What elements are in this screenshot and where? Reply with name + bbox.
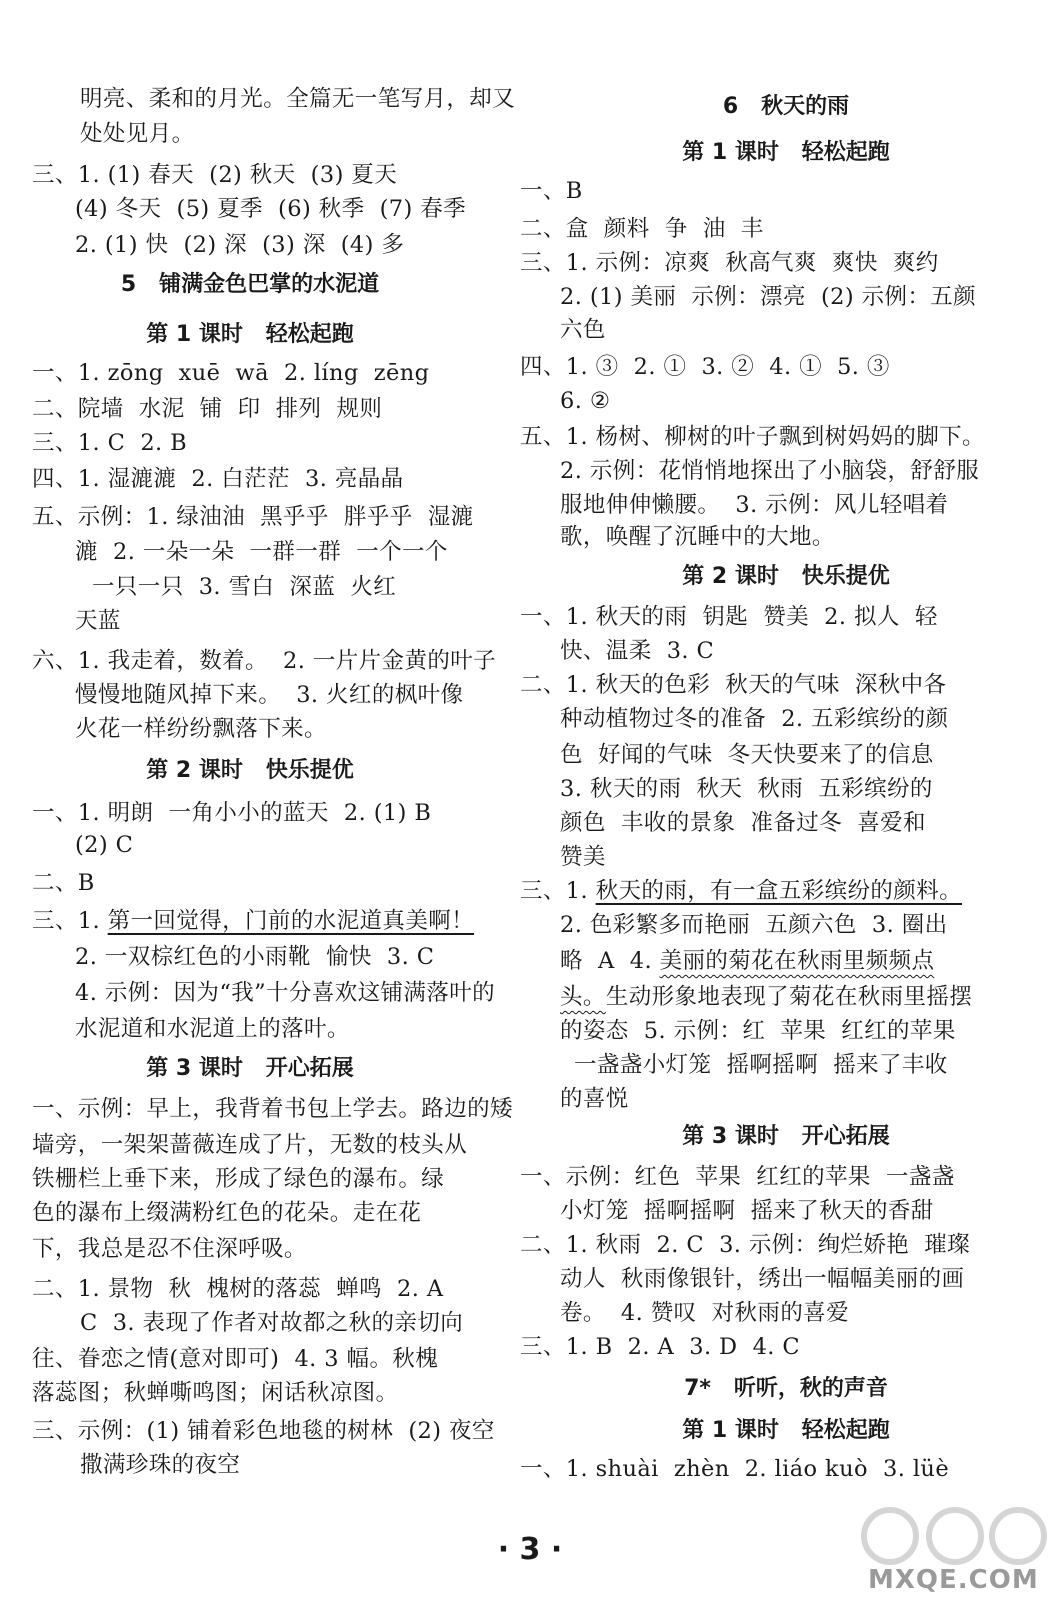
answer-line: 二、1. 秋天的色彩 秋天的气味 深秋中各 — [520, 672, 947, 698]
answer-line: 慢慢地随风掉下来。 3. 火红的枫叶像 — [75, 682, 464, 708]
answer-line: 一只一只 3. 雪白 深蓝 火红 — [92, 574, 397, 600]
answer-line — [520, 874, 962, 908]
answer-line: 一盏盏小灯笼 摇啊摇啊 摇来了丰收 — [574, 1052, 948, 1078]
section-heading: 6 秋天的雨 — [722, 94, 850, 119]
answer-line: 快、温柔 3. C — [560, 638, 715, 664]
answer-line — [560, 944, 934, 978]
section-heading: 第 1 课时 轻松起跑 — [146, 322, 354, 347]
answer-line — [560, 980, 972, 1014]
underlined-answer: 第一回觉得，门前的水泥道真美啊！ — [107, 908, 475, 934]
wavy-underlined-answer: 美丽的菊花在秋雨里频频点 — [659, 948, 935, 974]
section-heading: 7* 听听，秋的声音 — [684, 1376, 888, 1401]
answer-line: 赞美 — [560, 844, 606, 870]
answer-line: 小灯笼 摇啊摇啊 摇来了秋天的香甜 — [560, 1198, 934, 1224]
answer-line: 三、示例：(1) 铺着彩色地毯的树林 (2) 夜空 — [32, 1418, 495, 1444]
answer-line: 四、1. ③ 2. ① 3. ② 4. ① 5. ③ — [520, 354, 890, 380]
section-heading: 第 1 课时 轻松起跑 — [682, 1418, 890, 1443]
section-heading: 第 2 课时 快乐提优 — [682, 564, 890, 589]
answer-line: 墙旁，一架架蔷薇连成了片，无数的枝头从 — [32, 1132, 468, 1158]
answer-line: 的喜悦 — [560, 1086, 629, 1112]
answer-line: C 3. 表现了作者对故都之秋的亲切向 — [80, 1310, 464, 1336]
answer-line: 二、盒 颜料 争 油 丰 — [520, 216, 764, 242]
answer-line: 3. 秋天的雨 秋天 秋雨 五彩缤纷的 — [560, 776, 933, 802]
answer-line: 二、院墙 水泥 铺 印 排列 规则 — [32, 396, 383, 422]
answer-line: 2. 示例：花悄悄地探出了小脑袋，舒舒服 — [560, 458, 980, 484]
answer-line: 四、1. 湿漉漉 2. 白茫茫 3. 亮晶晶 — [32, 466, 404, 492]
watermark-url: MXQE.COM — [868, 1565, 1039, 1595]
answer-line: 颜色 丰收的景象 准备过冬 喜爱和 — [560, 810, 926, 836]
answer-line: 6. ② — [560, 388, 611, 414]
answer-line: 一、1. 秋天的雨 钥匙 赞美 2. 拟人 轻 — [520, 604, 938, 630]
answer-line: 色的瀑布上缀满粉红色的花朵。走在花 — [32, 1200, 422, 1226]
answer-line: 4. 示例：因为“我”十分喜欢这铺满落叶的 — [75, 980, 496, 1006]
section-heading: 第 1 课时 轻松起跑 — [682, 140, 890, 165]
answer-line: 六、1. 我走着，数着。 2. 一片片金黄的叶子 — [32, 648, 497, 674]
answer-line: 歌，唤醒了沉睡中的大地。 — [560, 524, 835, 550]
section-heading: 第 2 课时 快乐提优 — [146, 758, 354, 783]
answer-line: 二、1. 秋雨 2. C 3. 示例：绚烂娇艳 璀璨 — [520, 1232, 971, 1258]
answer-line: 的姿态 5. 示例：红 苹果 红红的苹果 — [560, 1018, 956, 1044]
answer-line: 明亮、柔和的月光。全篇无一笔写月，却又 — [80, 86, 516, 112]
answer-line: 下，我总是忍不住深呼吸。 — [32, 1236, 307, 1262]
answer-line: 天蓝 — [75, 608, 121, 634]
wavy-underlined-answer: 头。 — [560, 984, 606, 1010]
answer-suffix: 生动形象地表现了菊花在秋雨里摇摆 — [605, 984, 973, 1010]
answer-line: 水泥道和水泥道上的落叶。 — [75, 1016, 350, 1042]
underlined-answer: 秋天的雨，有一盒五彩缤纷的颜料。 — [595, 878, 963, 904]
answer-line: (2) C — [75, 832, 134, 858]
answer-line: 一、示例：红色 苹果 红红的苹果 一盏盏 — [520, 1164, 955, 1190]
answer-line: 铁栅栏上垂下来，形成了绿色的瀑布。绿 — [32, 1166, 445, 1192]
answer-line: 五、1. 杨树、柳树的叶子飘到树妈妈的脚下。 — [520, 424, 985, 450]
answer-line: 漉 2. 一朵一朵 一群一群 一个一个 — [75, 539, 448, 565]
answer-line: 三、1. B 2. A 3. D 4. C — [520, 1334, 801, 1360]
answer-line: 一、1. zōng xuē wā 2. líng zēng — [32, 360, 430, 386]
answer-line: 一、1. 明朗 一角小小的蓝天 2. (1) B — [32, 800, 432, 826]
answer-line: (4) 冬天 (5) 夏季 (6) 秋季 (7) 春季 — [75, 196, 467, 222]
answer-line: 色 好闻的气味 冬天快要来了的信息 — [560, 742, 934, 768]
answer-prefix: 略 A 4. — [560, 948, 660, 974]
answer-line: 处处见月。 — [80, 121, 195, 147]
answer-line: 服地伸伸懒腰。 3. 示例：风儿轻唱着 — [560, 492, 949, 518]
answer-line: 撒满珍珠的夜空 — [80, 1452, 241, 1478]
answer-line: 二、B — [32, 870, 95, 896]
answer-line: 一、1. shuài zhèn 2. liáo kuò 3. lüè — [520, 1456, 950, 1482]
answer-prefix: 三、1. — [32, 908, 108, 934]
answer-prefix: 三、1. — [520, 878, 596, 904]
answer-line: 2. 色彩繁多而艳丽 五颜六色 3. 圈出 — [560, 912, 948, 938]
answer-line: 三、1. (1) 春天 (2) 秋天 (3) 夏天 — [32, 162, 398, 188]
answer-line: 2. (1) 快 (2) 深 (3) 深 (4) 多 — [75, 232, 405, 258]
answer-line: 2. 一双棕红色的小雨靴 愉快 3. C — [75, 944, 435, 970]
answer-line: 六色 — [560, 317, 606, 343]
answer-line: 三、1. C 2. B — [32, 430, 188, 456]
section-heading: 第 3 课时 开心拓展 — [682, 1124, 890, 1149]
answer-line: 动人 秋雨像银针，绣出一幅幅美丽的画 — [560, 1266, 965, 1292]
answer-line: 火花一样纷纷飘落下来。 — [75, 716, 327, 742]
answer-line: 往、眷恋之情(意对即可) 4. 3 幅。秋槐 — [32, 1346, 439, 1372]
answer-line: 一、示例：早上，我背着书包上学去。路边的矮 — [32, 1096, 513, 1122]
answer-line: 卷。 4. 赞叹 对秋雨的喜爱 — [560, 1300, 850, 1326]
answer-line: 一、B — [520, 178, 583, 204]
answer-line: 二、1. 景物 秋 槐树的落蕊 蝉鸣 2. A — [32, 1276, 444, 1302]
answer-line — [32, 904, 474, 938]
section-heading: 第 3 课时 开心拓展 — [146, 1056, 354, 1081]
answer-line: 三、1. 示例：凉爽 秋高气爽 爽快 爽约 — [520, 250, 939, 276]
answer-line: 落蕊图；秋蝉嘶鸣图；闲话秋凉图。 — [32, 1380, 399, 1406]
section-heading: 5 铺满金色巴掌的水泥道 — [120, 272, 380, 297]
answer-line: 五、示例：1. 绿油油 黑乎乎 胖乎乎 湿漉 — [32, 504, 474, 530]
page-number: · 3 · — [497, 1532, 563, 1567]
answer-line: 2. (1) 美丽 示例：漂亮 (2) 示例：五颜 — [560, 284, 977, 310]
answer-line: 种动植物过冬的准备 2. 五彩缤纷的颜 — [560, 706, 949, 732]
